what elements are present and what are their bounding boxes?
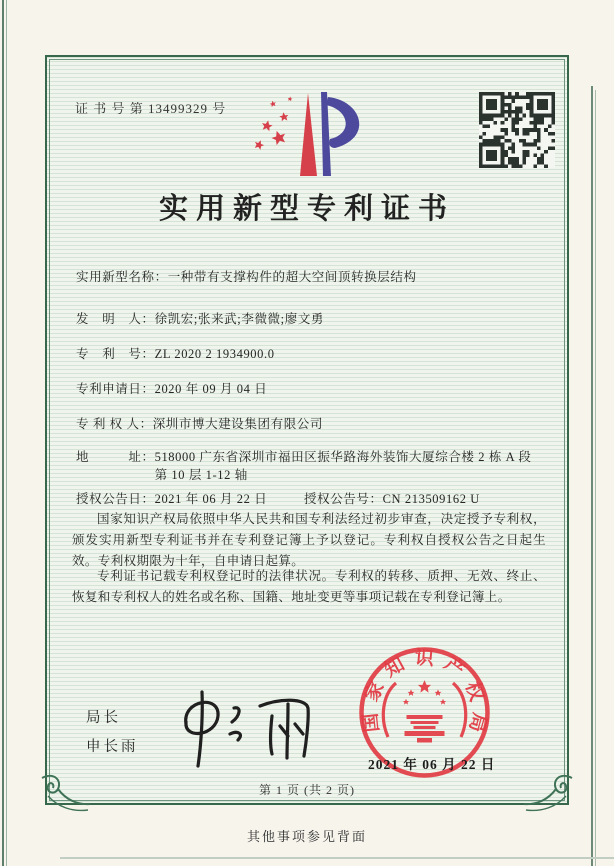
certificate-number: 证 书 号 第 13499329 号 [75, 101, 227, 116]
qr-code [479, 92, 555, 168]
field-row-grant-date [76, 489, 267, 507]
address-value: 518000 广东省深圳市福田区振华路海外装饰大厦综合楼 2 栋 A 段第 10 层 1-12 轴 [154, 450, 532, 482]
director-title: 局长 [86, 710, 121, 726]
page-edge-bottom [60, 857, 614, 859]
seal-text: 国家知识产权局 [359, 647, 490, 744]
field-row-address [76, 447, 546, 483]
grant-date-value: 2021 年 06 月 22 日 [154, 492, 268, 506]
field-row-inventors [76, 309, 324, 327]
patent-number-value: ZL 2020 2 1934900.0 [154, 347, 275, 361]
page-edge-left-inner [6, 0, 7, 866]
patent-name-label: 实用新型名称： [76, 270, 168, 284]
filing-date-label: 专利申请日： [76, 382, 155, 396]
patent-number-label: 专 利 号： [76, 347, 155, 361]
grant-number-value: CN 213509162 U [382, 492, 480, 506]
filing-date-value: 2020 年 09 月 04 日 [154, 382, 268, 396]
seal-date: 2021 年 06 月 22 日 [368, 757, 496, 772]
director-signature [168, 686, 318, 776]
corner-flourish-left-icon [38, 764, 90, 819]
director-block [86, 704, 139, 762]
page-number: 第 1 页 (共 2 页) [259, 783, 355, 797]
field-row-patent-name [76, 267, 417, 285]
paragraph-legal-status: 专利证书记载专利权登记时的法律状况。专利权的转移、质押、无效、终止、恢复和专利权人的姓名或名称、国籍、地址变更等事项记载在专利登记簿上。 [72, 569, 546, 604]
patentee-value: 深圳市博大建设集团有限公司 [152, 417, 323, 431]
field-row-filing-date [76, 379, 267, 397]
certificate-title: 实用新型专利证书 [158, 193, 455, 225]
inventors-value: 徐凯宏;张来武;李微微;廖文勇 [154, 312, 325, 326]
director-name: 申长雨 [86, 739, 139, 755]
field-row-patentee [76, 414, 323, 432]
field-row-grant-number [304, 489, 480, 507]
grant-number-label: 授权公告号： [304, 492, 383, 506]
grant-date-label: 授权公告日： [76, 492, 155, 506]
cnipa-logo-icon [246, 88, 371, 185]
address-label: 地 址： [76, 450, 155, 464]
inventors-label: 发 明 人： [76, 312, 155, 326]
national-emblem-icon [403, 680, 446, 742]
patent-name-value: 一种带有支撑构件的超大空间顶转换层结构 [167, 270, 417, 284]
back-note: 其他事项参见背面 [246, 829, 367, 844]
page-edge-left-outer [2, 0, 4, 866]
paragraph-grant-statement: 国家知识产权局依照中华人民共和国专利法经过初步审查，决定授予专利权，颁发实用新型专利证书并在专利登记簿上予以登记。专利权自授权公告之日起生效。专利权期限为十年，自申请日起算。 [72, 512, 546, 568]
corner-flourish-right-icon [524, 764, 576, 819]
patentee-label: 专 利 权 人： [76, 417, 153, 431]
field-row-patent-number [76, 344, 275, 362]
